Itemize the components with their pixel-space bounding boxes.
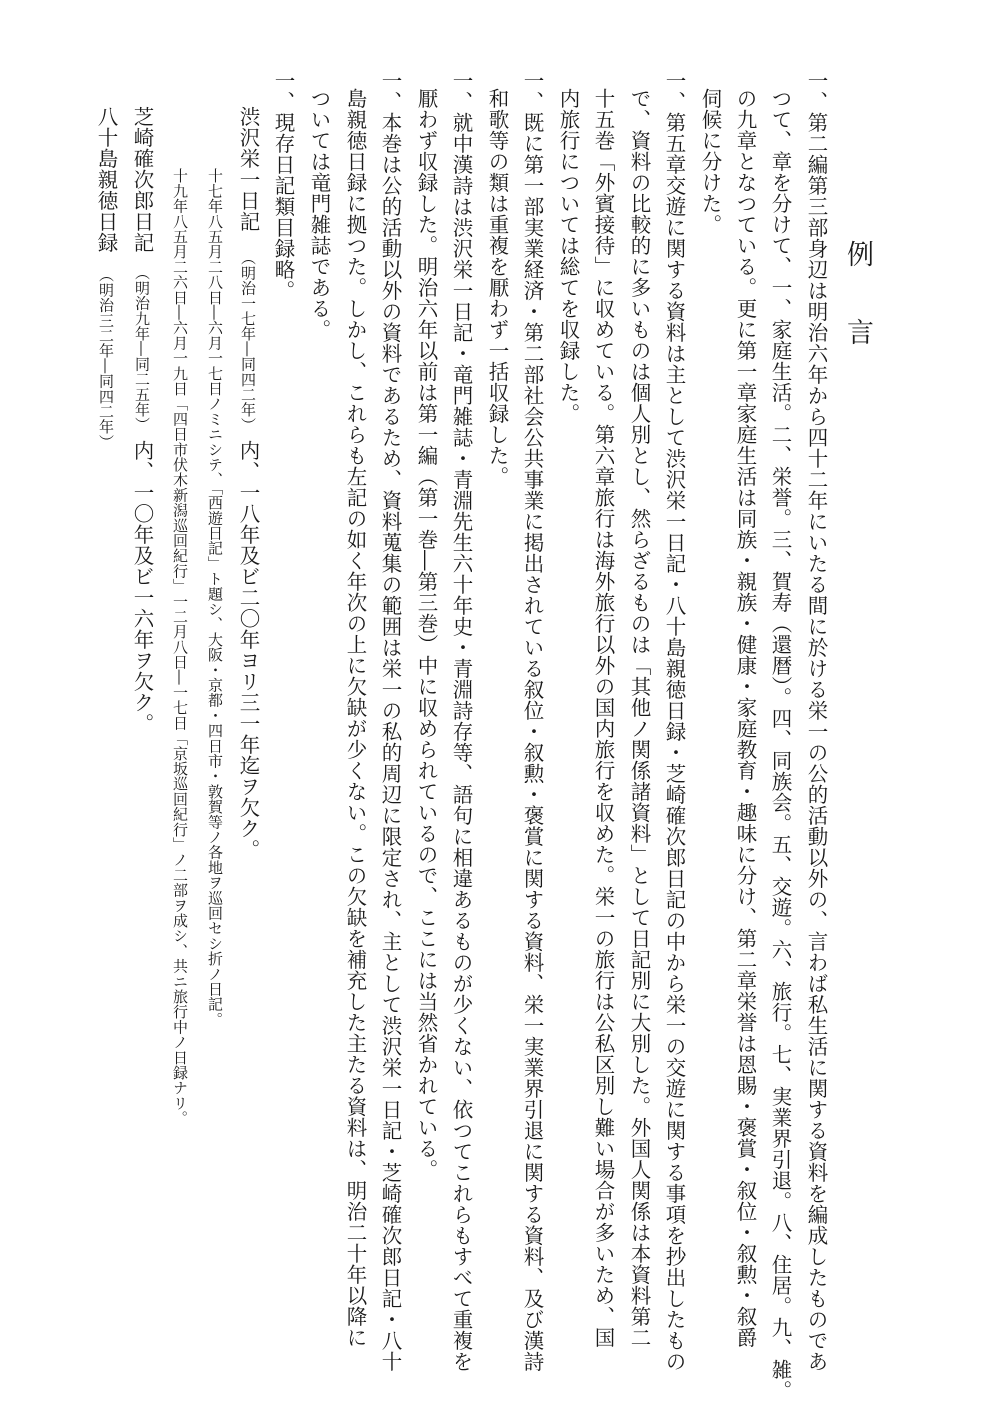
para4-line2: 厭わず収録した。明治六年以前は第一編（第一巻―第三巻）中に収められているので、ここには当然省かれている。	[414, 88, 438, 1180]
para5-line3: ついては竜門雑誌である。	[307, 88, 331, 340]
para3-line1: 一、既に第一部実業経済・第二部社会公共事業に掲出されている叙位・叙勲・褒賞に関する資料、栄一実業界引退に関する資料、及び漢詩	[520, 70, 544, 1372]
title-char-1: 例	[842, 240, 873, 267]
diary-note: 内、一〇年及ビ一六年ヲ欠ク。	[130, 440, 154, 735]
para1-line1: 一、第二編第三部身辺は明治六年から四十二年にいたる間に於ける栄一の公的活動以外の、言わば私生活に関する資料を編成したものであ	[804, 70, 828, 1372]
para1-line2: つて、章を分けて、一、家庭生活。二、栄誉。三、賀寿（還暦）。四、同族会。五、交遊。六、旅行。七、実業界引退。八、住居。九、雑。	[768, 88, 792, 1401]
diary-entry-yasojima	[94, 106, 118, 449]
para3-line2: 和歌等の類は重複を厭わず一括収録した。	[485, 88, 509, 487]
para1-line3: の九章となつている。更に第一章家庭生活は同族・親族・健康・家庭教育・趣味に分け、第二章栄誉は恩賜・褒賞・叙位・叙勲・叙爵	[733, 88, 757, 1348]
diary-range: （明治一七年―同四二年）	[239, 250, 257, 433]
para2-line3: 十五巻「外賓接待」に収めている。第六章旅行は海外旅行以外の国内旅行を収めた。栄一の旅行は公私区別し難い場合が多いため、国	[591, 88, 615, 1348]
diary-range: （明治三二年―同四二年）	[97, 267, 115, 450]
title-char-2: 言	[842, 318, 873, 345]
para1-line4: 伺候に分けた。	[698, 88, 722, 235]
diary-name: 八十島親徳日録	[94, 106, 118, 253]
diary-note: 内、一八年及ビ二〇年ヨリ三一年迄ヲ欠ク。	[236, 440, 260, 861]
para5-line2: 島親徳日録に拠つた。しかし、これらも左記の如く年次の上に欠缺が少くない。この欠缺を補充した主たる資料は、明治二十年以降に	[343, 88, 367, 1348]
para5-line1: 一、本巻は公的活動以外の資料であるため、資料蒐集の範囲は栄一の私的周辺に限定され、主として渋沢栄一日記・芝崎確次郎日記・八十	[378, 70, 402, 1372]
para6-line1: 一、現存日記類目録略。	[271, 70, 295, 301]
diary-subnote-2: 十九年八五月二六日―六月一九日「四日市伏木新潟巡回紀行」一二月八日―一七日「京坂巡回紀行」ノ二部ヲ成シ、共ニ旅行中ノ日録ナリ。	[171, 168, 189, 1126]
page-title-2	[838, 318, 877, 345]
page-title	[838, 240, 877, 267]
diary-name: 芝崎確次郎日記	[130, 106, 154, 253]
para2-line2: で、資料の比較的に多いものは個人別とし、然らざるものは「其他ノ関係諸資料」として日記別に大別した。外国人関係は本資料第二	[627, 88, 651, 1348]
para4-line1: 一、就中漢詩は渋沢栄一日記・竜門雑誌・青淵先生六十年史・青淵詩存等、語句に相違あるものが少くない、依つてこれらもすべて重複を	[449, 70, 473, 1372]
diary-entry-shibasaki	[130, 106, 154, 734]
diary-name: 渋沢栄一日記	[236, 106, 260, 232]
para2-line1: 一、第五章交遊に関する資料は主として渋沢栄一日記・八十島親徳日録・芝崎確次郎日記の中から栄一の交遊に関する事項を抄出したもの	[662, 70, 686, 1372]
para2-line4: 内旅行については総てを収録した。	[556, 88, 580, 424]
diary-entry-shibusawa	[236, 106, 260, 860]
diary-subnote-1: 十七年八五月二八日―六月一七日ノミニシテ、「西遊日記」ト題シ、大阪・京都・四日市・敦賀等ノ各地ヲ巡回セシ折ノ日記。	[206, 168, 224, 1027]
diary-range: （明治九年―同二五年）	[133, 265, 151, 433]
